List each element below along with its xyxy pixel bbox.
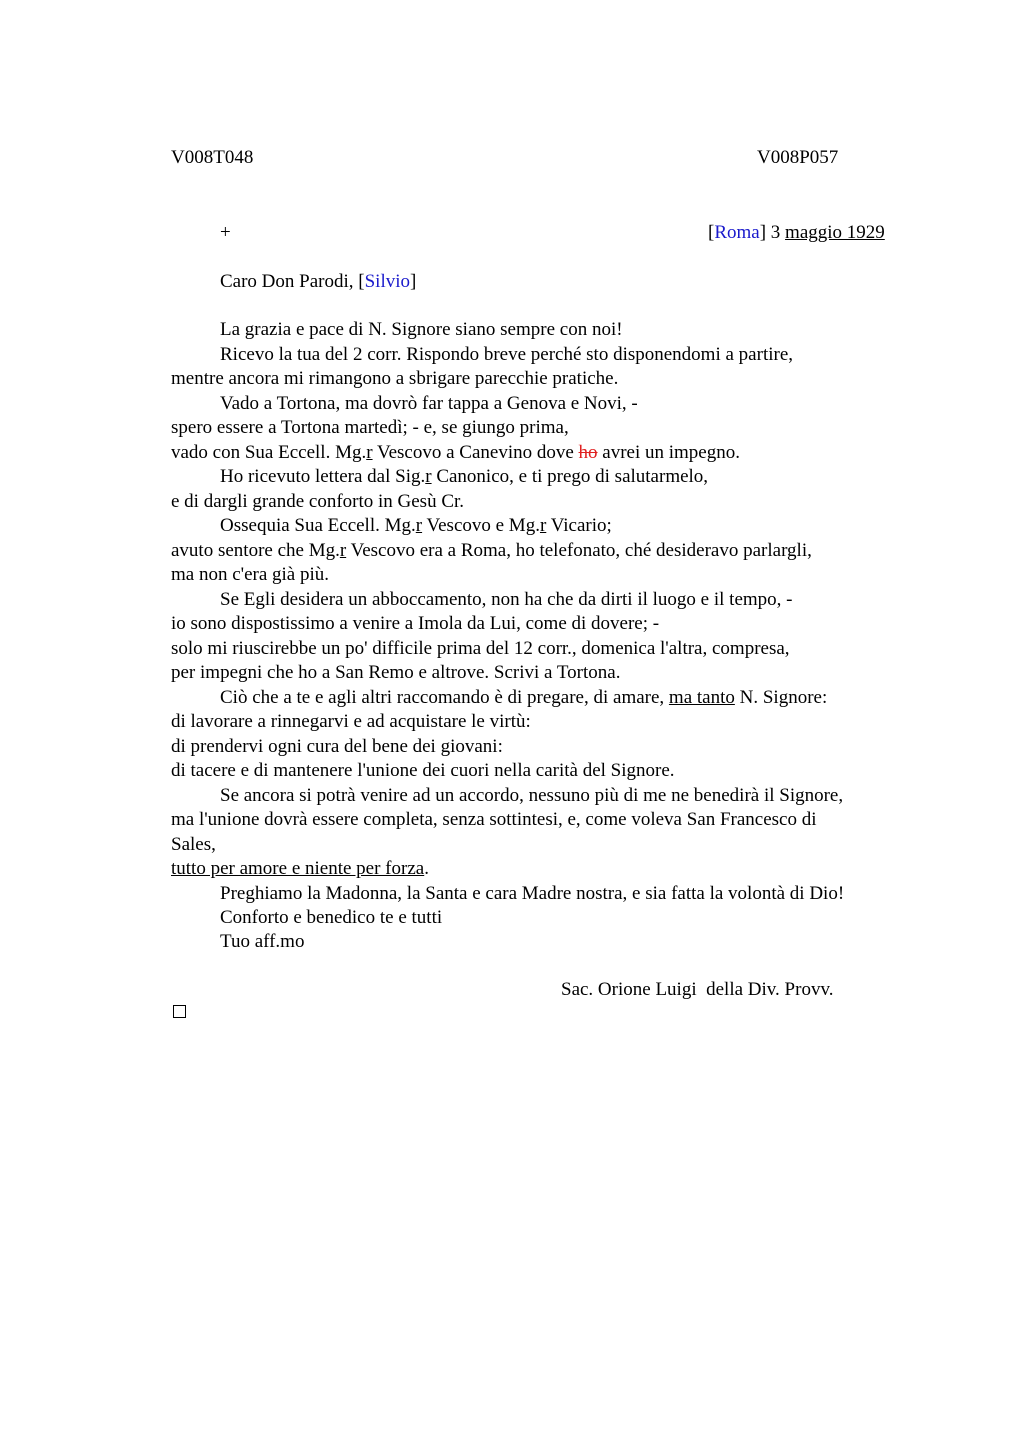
letter-line-ossequia: [220, 514, 612, 538]
letter-line: per impegni che ho a San Remo e altrove. Scrivi a Tortona.: [171, 662, 621, 683]
letter-line-vado: [171, 441, 740, 465]
text-segment: Vescovo era a Roma, ho telefonato, ché desideravo parlargli,: [346, 540, 812, 561]
letter-line: Preghiamo la Madonna, la Santa e cara Madre nostra, e sia fatta la volontà di Dio!: [220, 883, 845, 904]
text-segment: Ho ricevuto lettera dal Sig.: [220, 466, 426, 487]
text-segment: Vescovo a Canevino dove: [372, 442, 579, 463]
letter-line-avuto: [171, 539, 812, 563]
date-month-year: maggio 1929: [785, 222, 885, 243]
document-code-left: V008T048: [171, 147, 254, 168]
cross-mark: +: [220, 222, 231, 243]
text-segment: avrei un impegno.: [597, 442, 740, 463]
letter-line: Conforto e benedico te e tutti: [220, 907, 443, 928]
place-name: Roma: [714, 222, 760, 243]
letter-line: ma l'unione dovrà essere completa, senza sottintesi, e, come voleva San Francesco di: [171, 809, 817, 830]
letter-line: Vado a Tortona, ma dovrò far tappa a Genova e Novi, -: [220, 393, 638, 414]
text-segment: N. Signore:: [734, 687, 828, 708]
struck-word: ho: [578, 442, 598, 463]
text-segment: .: [424, 858, 429, 879]
salutation-text: Caro Don Parodi,: [220, 271, 354, 292]
text-segment: Vescovo e Mg.: [422, 515, 540, 536]
letter-line: Se ancora si potrà venire ad un accordo, nessuno più di me ne benedirà il Signore,: [220, 785, 844, 806]
end-box-icon: [173, 1005, 186, 1018]
text-segment: avuto sentore che Mg.: [171, 540, 340, 561]
letter-line: Tuo aff.mo: [220, 931, 305, 952]
letter-line: spero essere a Tortona martedì; - e, se giungo prima,: [171, 417, 569, 438]
letter-line-tutto: [171, 857, 429, 881]
letter-line: La grazia e pace di N. Signore siano sempre con noi!: [220, 319, 623, 340]
text-segment: Ciò che a te e agli altri raccomando è di pregare, di amare,: [220, 687, 669, 708]
letter-line: io sono dispostissimo a venire a Imola da Lui, come di dovere; -: [171, 613, 660, 634]
superscript-r: r: [415, 515, 423, 536]
salutation-name: Silvio: [364, 271, 410, 292]
superscript-r: r: [425, 466, 432, 487]
letter-line-cio: [220, 686, 827, 710]
letter-line: di tacere e di mantenere l'unione dei cuori nella carità del Signore.: [171, 760, 675, 781]
letter-date: [Roma] 3 maggio 1929: [708, 222, 885, 243]
superscript-r: r: [339, 540, 347, 561]
letter-line: mentre ancora mi rimangono a sbrigare parecchie pratiche.: [171, 368, 619, 389]
letter-line: Sales,: [171, 834, 216, 855]
underlined-phrase: ma tanto: [668, 687, 735, 708]
letter-line: ma non c'era già più.: [171, 564, 330, 585]
signature: Sac. Orione Luigi della Div. Provv.: [561, 979, 834, 1000]
salutation: Caro Don Parodi, [Silvio]: [220, 271, 417, 292]
document-code-right: V008P057: [757, 147, 839, 168]
date-day: 3: [770, 222, 781, 243]
underlined-phrase: tutto per amore e niente per forza: [171, 858, 425, 879]
text-segment: vado con Sua Eccell. Mg.: [171, 442, 367, 463]
letter-line: Se Egli desidera un abboccamento, non ha che da dirti il luogo e il tempo, -: [220, 589, 793, 610]
letter-line: e di dargli grande conforto in Gesù Cr.: [171, 491, 465, 512]
letter-line: di lavorare a rinnegarvi e ad acquistare le virtù:: [171, 711, 531, 732]
letter-line-ricevuto: [220, 465, 708, 489]
superscript-r: r: [366, 442, 373, 463]
text-segment: Canonico, e ti prego di salutarmelo,: [431, 466, 709, 487]
text-segment: Ossequia Sua Eccell. Mg.: [220, 515, 416, 536]
superscript-r: r: [539, 515, 547, 536]
letter-line: di prendervi ogni cura del bene dei giovani:: [171, 736, 503, 757]
letter-line: Ricevo la tua del 2 corr. Rispondo breve perché sto disponendomi a partire,: [220, 344, 794, 365]
text-segment: Vicario;: [546, 515, 612, 536]
letter-line: solo mi riuscirebbe un po' difficile prima del 12 corr., domenica l'altra, compresa,: [171, 638, 790, 659]
